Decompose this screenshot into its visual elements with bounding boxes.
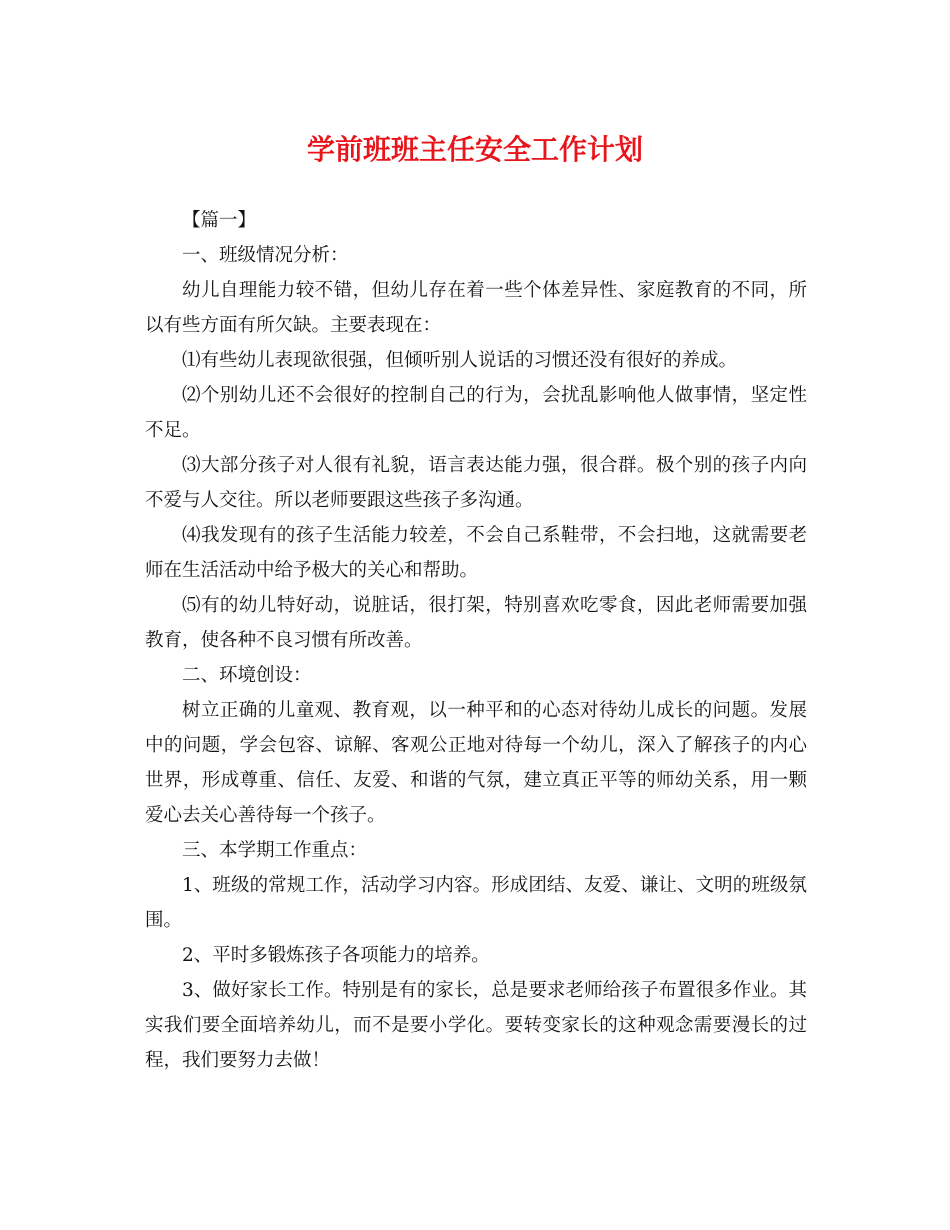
list-item: 1、班级的常规工作，活动学习内容。形成团结、友爱、谦让、文明的班级氛围。 — [145, 875, 807, 931]
list-item: 2、平时多锻炼孩子各项能力的培养。 — [182, 945, 490, 966]
document-body — [145, 203, 807, 1078]
section-heading-2: 二、环境创设： — [182, 665, 312, 686]
paragraph: 幼儿自理能力较不错，但幼儿存在着一些个体差异性、家庭教育的不同，所以有些方面有所欠缺。主要表现在： — [145, 280, 807, 336]
list-item: ⑸有的幼儿特好动，说脏话，很打架，特别喜欢吃零食，因此老师需要加强教育，使各种不良习惯有所改善。 — [145, 595, 807, 651]
list-item: ⑷我发现有的孩子生活能力较差，不会自己系鞋带，不会扫地，这就需要老师在生活活动中给予极大的关心和帮助。 — [145, 525, 807, 581]
document-title: 学前班班主任安全工作计划 — [306, 133, 643, 166]
list-item: ⑴有些幼儿表现欲很强，但倾听别人说话的习惯还没有很好的养成。 — [182, 350, 738, 371]
section-heading-3: 三、本学期工作重点： — [182, 840, 368, 861]
section-heading-1: 一、班级情况分析： — [182, 245, 349, 266]
section-label: 【篇一】 — [182, 210, 257, 231]
paragraph: 树立正确的儿童观、教育观，以一种平和的心态对待幼儿成长的问题。发展中的问题，学会包容、谅解、客观公正地对待每一个幼儿，深入了解孩子的内心世界，形成尊重、信任、友爱、和谐的气氛，建立真正平等的师幼关系，用一颗爱心去关心善待每一个孩子。 — [145, 700, 807, 826]
list-item: ⑵个别幼儿还不会很好的控制自己的行为，会扰乱影响他人做事情，坚定性不足。 — [145, 385, 807, 441]
list-item: 3、做好家长工作。特别是有的家长，总是要求老师给孩子布置很多作业。其实我们要全面培养幼儿，而不是要小学化。要转变家长的这种观念需要漫长的过程，我们要努力去做！ — [145, 980, 807, 1071]
list-item: ⑶大部分孩子对人很有礼貌，语言表达能力强，很合群。极个别的孩子内向不爱与人交往。所以老师要跟这些孩子多沟通。 — [145, 455, 807, 511]
